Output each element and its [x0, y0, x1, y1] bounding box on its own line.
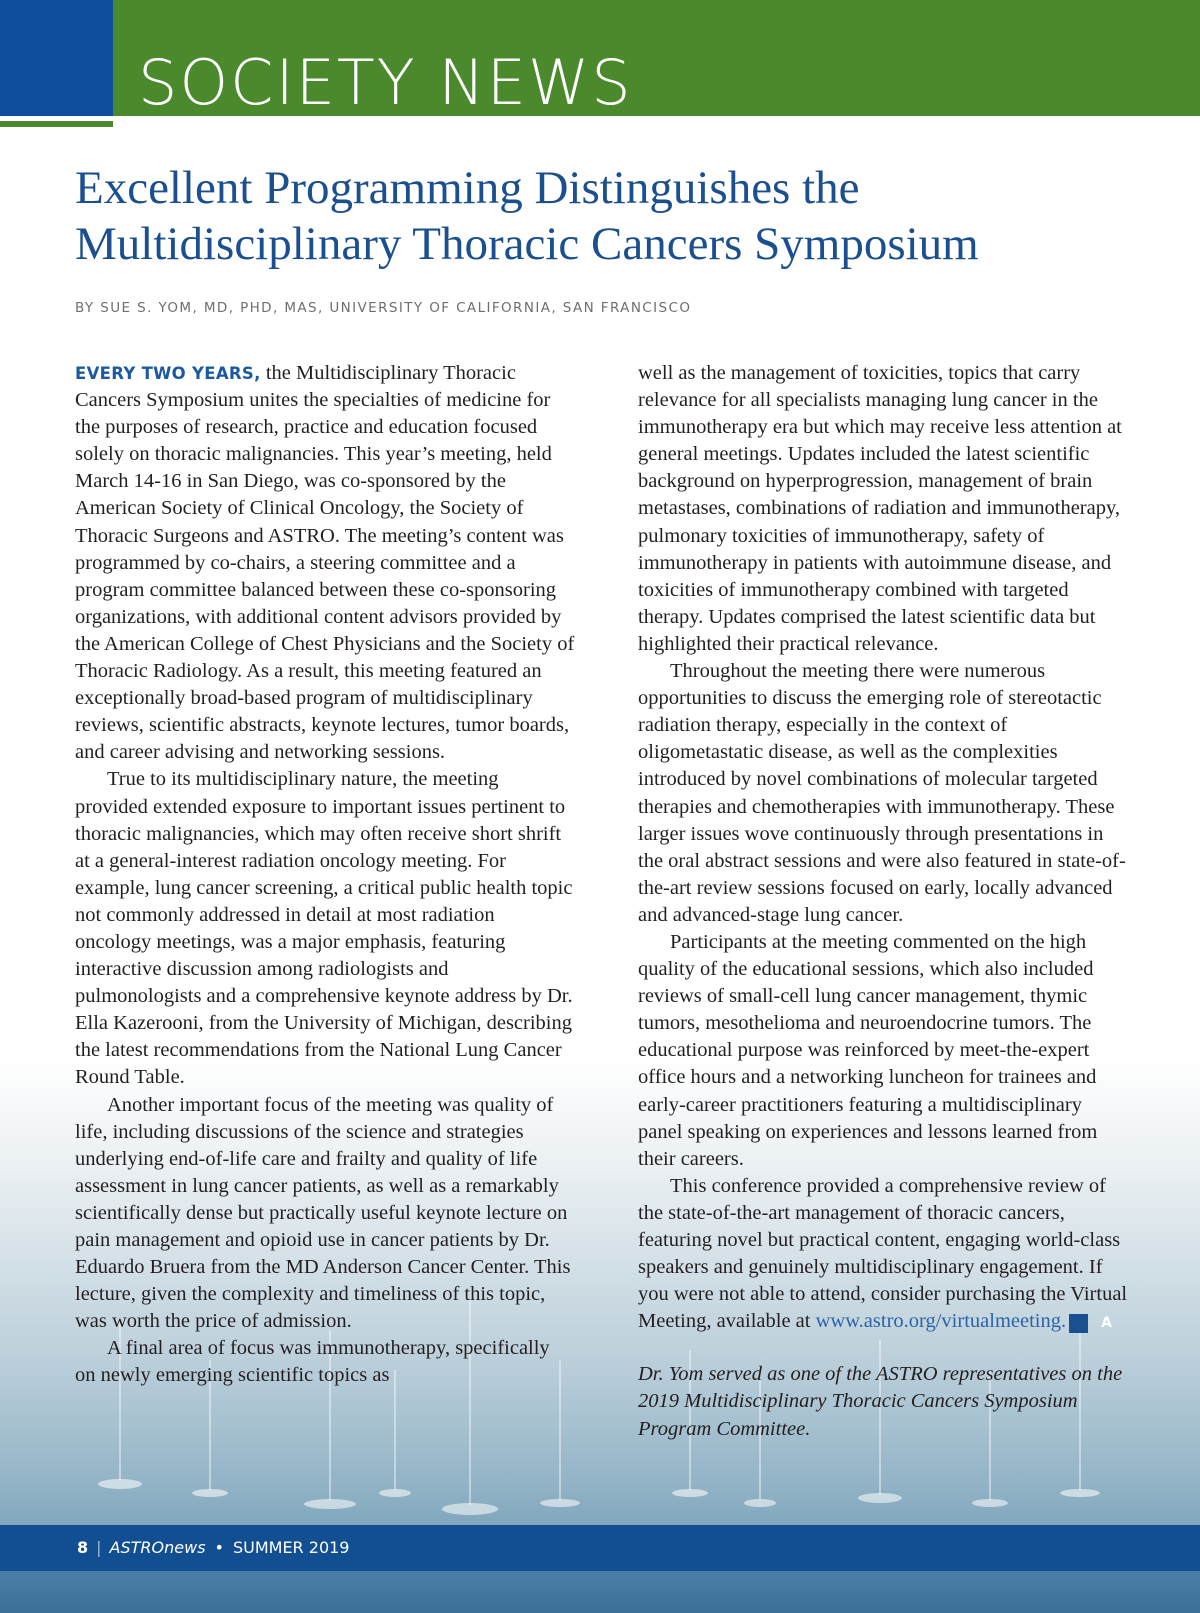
astro-end-mark-icon: A [1069, 1314, 1088, 1333]
lead-in: EVERY TWO YEARS, [75, 364, 261, 383]
article-paragraph: Another important focus of the meeting was quality of life, including discussions of the science and strategies underlying end-of-life care and frailty and quality of life assessment in lung cancer patients, as well as a remarkably scientifically dense but practically useful keynote lecture on pain management and opioid use in cancer patients by Dr. Eduardo Bruera from the MD Anderson Cancer Center. This lecture, given the complexity and timeliness of this topic, was worth the price of admission. [75, 1093, 571, 1333]
author-bio: Dr. Yom served as one of the ASTRO representatives on the 2019 Multidisciplinary Thoracic Cancers Symposium Program Committee. [638, 1363, 1123, 1440]
footer-separator: | [96, 1538, 102, 1557]
header-blue-block [0, 0, 113, 116]
footer-water-strip [0, 1571, 1200, 1613]
virtual-meeting-link[interactable]: www.astro.org/virtualmeeting. [815, 1310, 1067, 1333]
article-paragraph: well as the management of toxicities, topics that carry relevance for all specialists managing lung cancer in the immunotherapy era but which may receive less attention at general meetings. Updates included the latest scientific background on hyperprogression, management of brain metastases, combinations of radiation and immunotherapy, pulmonary toxicities of immunotherapy, safety of immunotherapy in patients with autoimmune disease, and toxicities of immunotherapy combined with targeted therapy. Updates comprised the latest scientific data but highlighted their practical relevance. [638, 362, 1122, 655]
article-paragraph [638, 1173, 1130, 1336]
article-headline: Excellent Programming Distinguishes the Multidisciplinary Thoracic Cancers Symposium [75, 162, 979, 270]
magazine-name: ASTROnews [109, 1538, 206, 1557]
footer-bullet: • [214, 1538, 224, 1557]
section-title: SOCIETY NEWS [138, 46, 633, 119]
article-column-left [75, 360, 575, 1390]
article-column-right [638, 360, 1130, 1443]
article-byline: BY SUE S. YOM, MD, PHD, MAS, UNIVERSITY OF CALIFORNIA, SAN FRANCISCO [75, 300, 692, 316]
page-footer [0, 1525, 1200, 1571]
header-accent-line [0, 121, 113, 127]
issue-label: SUMMER 2019 [232, 1538, 350, 1557]
article-paragraph: Throughout the meeting there were numerous opportunities to discuss the emerging role of stereotactic radiation therapy, especially in the context of oligometastatic disease, as well as the complexities introduced by novel combinations of molecular targeted therapies and chemotherapies with immunotherapy. These larger issues wove continuously through presentations in the oral abstract sessions and were also featured in state-of-the-art review sessions focused on early, locally advanced and advanced-stage lung cancer. [638, 660, 1126, 926]
article-paragraph: A final area of focus was immunotherapy, specifically on newly emerging scientific topics as [75, 1337, 550, 1387]
footer-text [77, 1537, 349, 1559]
page-number: 8 [77, 1538, 89, 1557]
article-paragraph: True to its multidisciplinary nature, the meeting provided extended exposure to important issues pertinent to thoracic malignancies, which may often receive short shrift at a general-interest radiation oncology meeting. For example, lung cancer screening, a critical public health topic not commonly addressed in detail at most radiation oncology meetings, was a major emphasis, featuring interactive discussion among radiologists and pulmonologists and a comprehensive keynote address by Dr. Ella Kazerooni, from the University of Michigan, describing the latest recommendations from the National Lung Cancer Round Table. [75, 768, 573, 1089]
article-paragraph [75, 360, 575, 766]
paragraph-text: the Multidisciplinary Thoracic Cancers Symposium unites the specialties of medicine for the purposes of research, practice and education focused solely on thoracic malignancies. This year’s meeting, held March 14-16 in San Diego, was co-sponsored by the American Society of Clinical Oncology, the Society of Thoracic Surgeons and ASTRO. The meeting’s content was programmed by co-chairs, a steering committee and a program committee balanced between these co-sponsoring organizations, with additional content advisors provided by the American College of Chest Physicians and the Society of Thoracic Radiology. As a result, this meeting featured an exceptionally broad-based program of multidisciplinary reviews, scientific abstracts, keynote lectures, tumor boards, and career advising and networking sessions. [75, 362, 575, 764]
paragraph-text: This conference provided a comprehensive review of the state-of-the-art management of thoracic cancers, featuring novel but practical content, engaging world-class speakers and genuinely multidisciplinary engagement. If you were not able to attend, consider purchasing the Virtual Meeting, available at [638, 1174, 1128, 1333]
article-paragraph: Participants at the meeting commented on the high quality of the educational sessions, which also included reviews of small-cell lung cancer management, thymic tumors, mesothelioma and neuroendocrine tumors. The educational purpose was reinforced by meet-the-expert office hours and a networking luncheon for trainees and early-career practitioners featuring a multidisciplinary panel speaking on experiences and lessons learned from their careers. [638, 930, 1098, 1170]
